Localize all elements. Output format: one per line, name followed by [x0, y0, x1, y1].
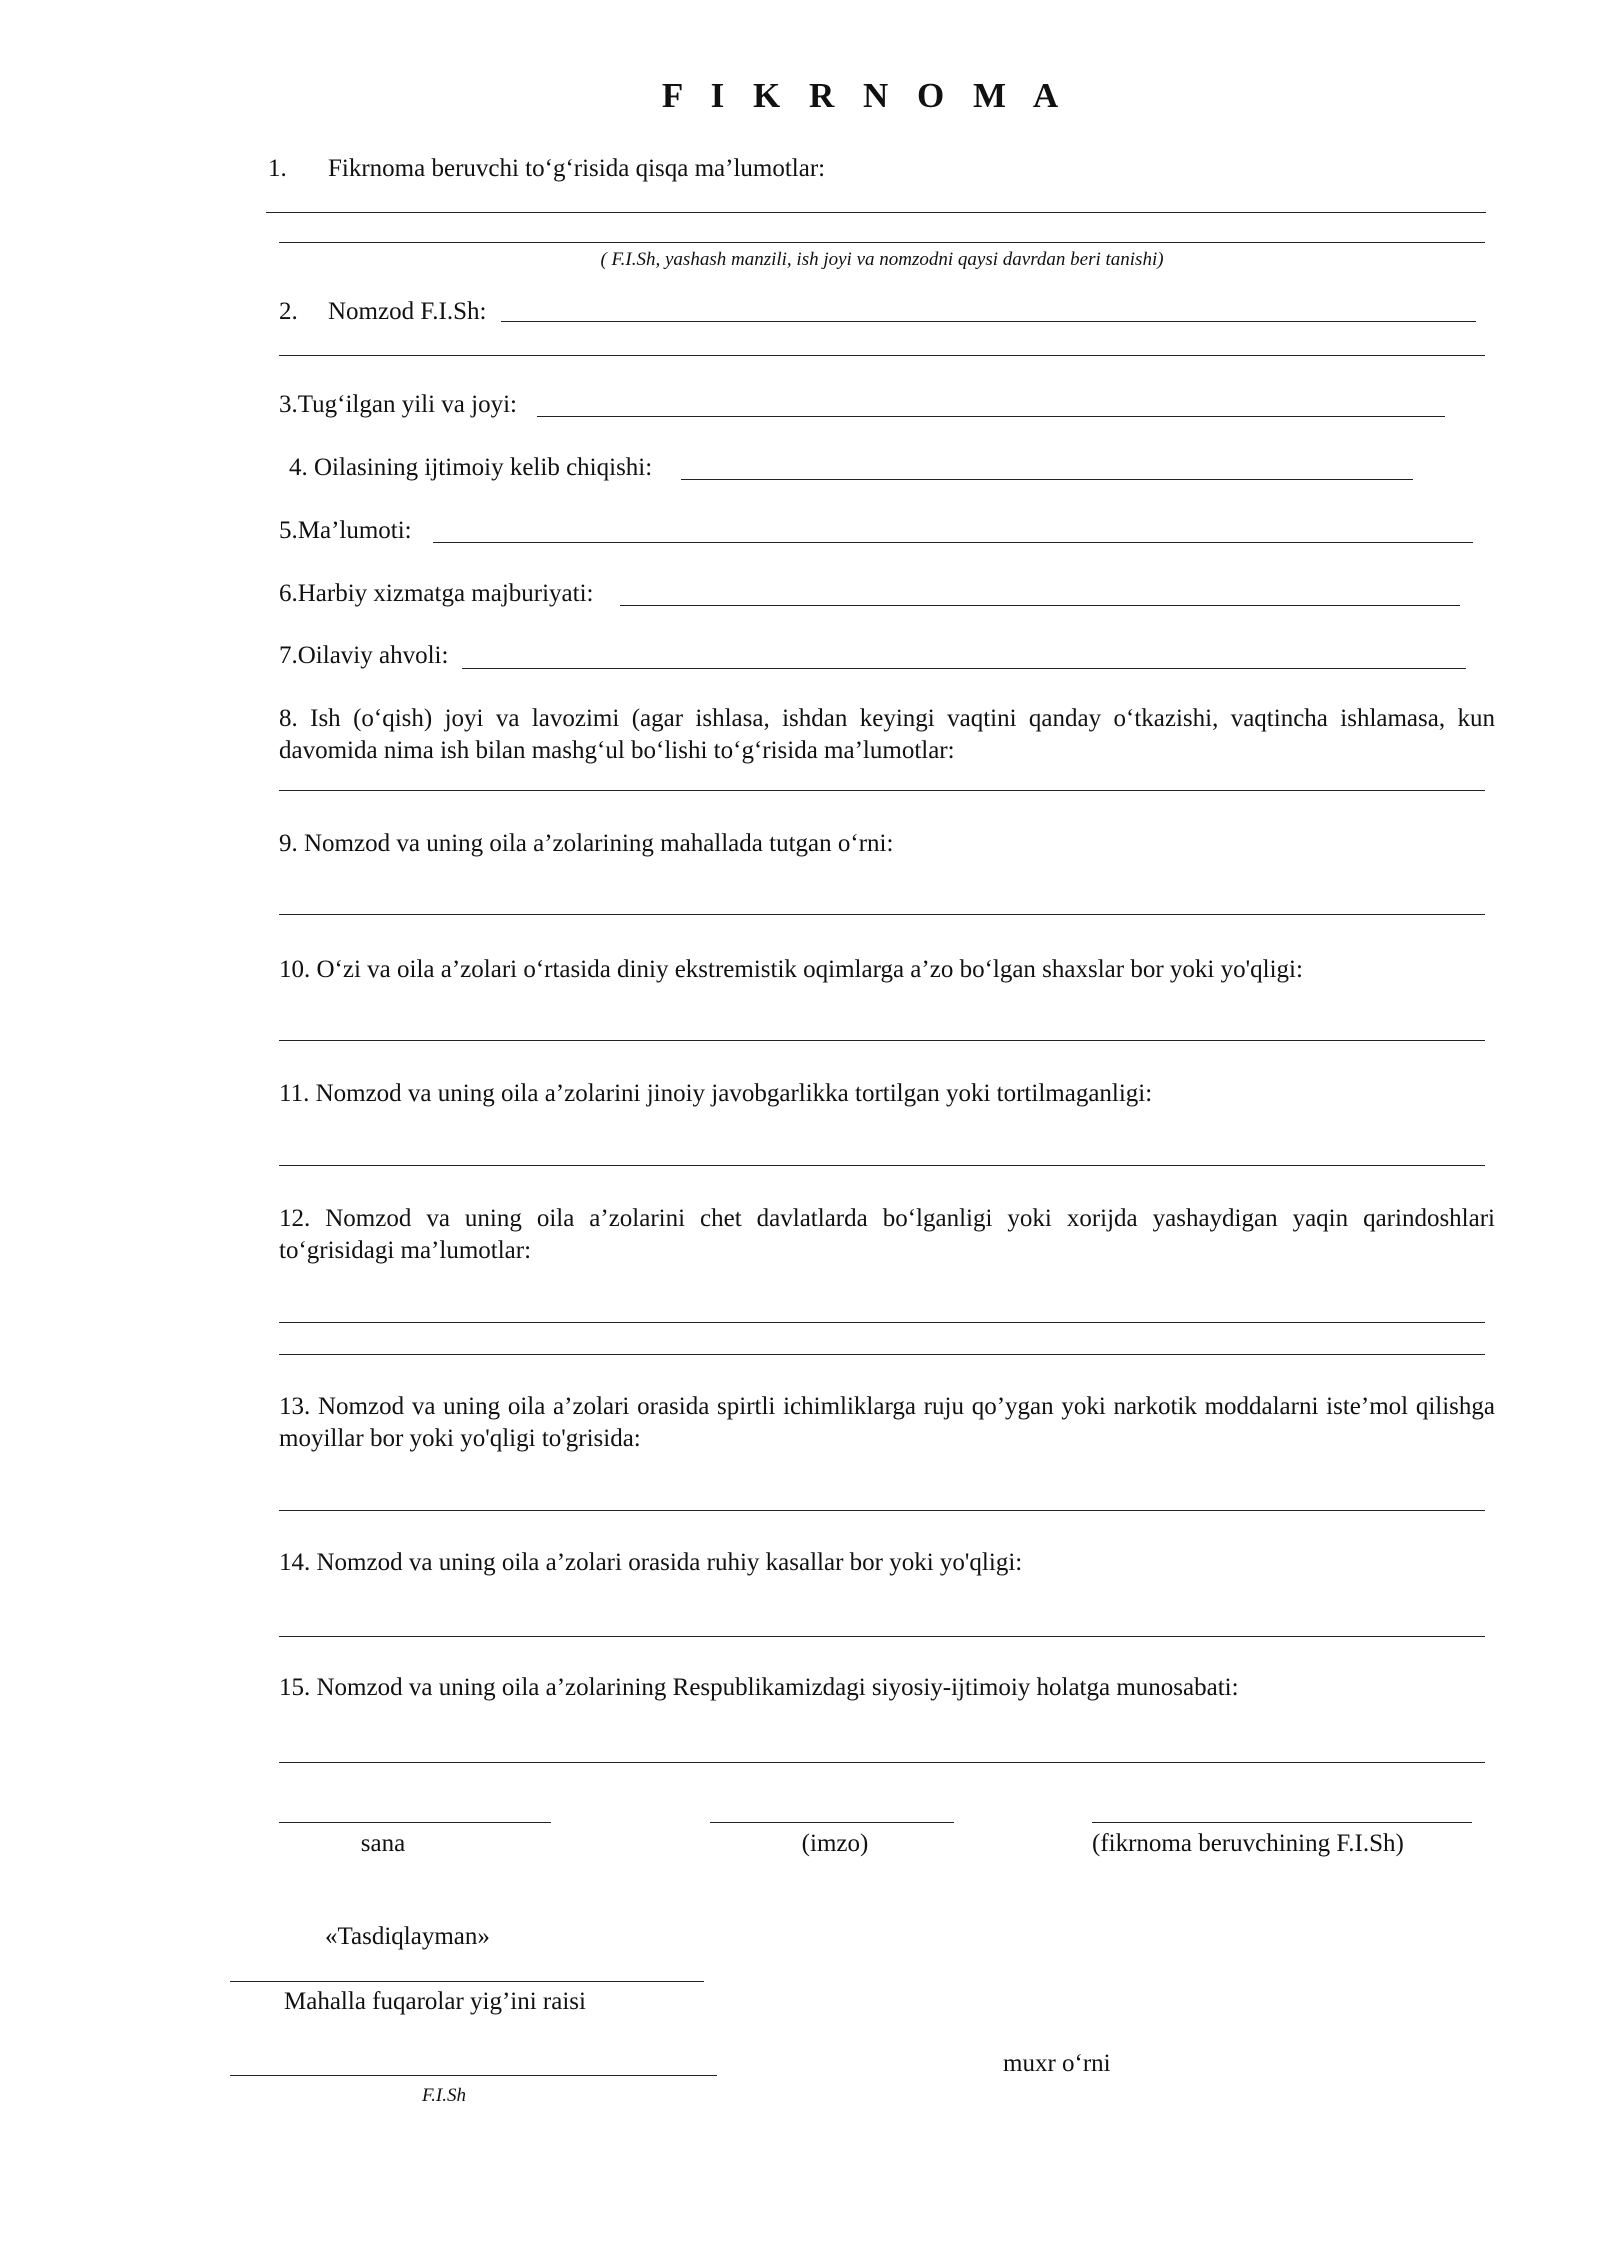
signature-line[interactable] — [710, 1822, 954, 1823]
item-1-number: 1. — [268, 155, 287, 182]
item-12-line-1[interactable] — [279, 1322, 1485, 1323]
item-14-line[interactable] — [279, 1636, 1485, 1637]
item-7-line[interactable] — [462, 668, 1466, 669]
item-15-line[interactable] — [279, 1762, 1485, 1763]
approval-line-1[interactable] — [230, 1981, 704, 1982]
item-2-line-2[interactable] — [279, 355, 1485, 356]
item-13-label: 13. Nomzod va uning oila a’zolari orasida spirtli ichimliklarga ruju qo’ygan yoki narkotik moddalarni iste’mol qilishga moyillar bor yoki yo'qligi to'grisida: — [279, 1393, 1495, 1452]
approval-fish-caption: F.I.Sh — [422, 2085, 466, 2106]
item-12-line-2[interactable] — [279, 1354, 1485, 1355]
item-5-label: 5.Ma’lumoti: — [279, 517, 412, 544]
item-2-line-1[interactable] — [501, 321, 1476, 322]
item-1-line-1[interactable] — [266, 212, 1486, 213]
item-1-line-2[interactable] — [279, 242, 1485, 243]
date-line[interactable] — [279, 1822, 551, 1823]
item-12-label: 12. Nomzod va uning oila a’zolarini chet davlatlarda bo‘lganligi yoki xorijda yashaydigan yaqin qarindoshlari to‘grisidagi ma’lumotlar: — [279, 1205, 1495, 1264]
item-15-label: 15. Nomzod va uning oila a’zolarining Respublikamizdagi siyosiy-ijtimoiy holatga munosabati: — [279, 1674, 1239, 1701]
signer-name-label: (fikrnoma beruvchining F.I.Sh) — [1092, 1830, 1404, 1857]
item-13-line[interactable] — [279, 1510, 1485, 1511]
approval-name-line[interactable] — [230, 2075, 717, 2076]
seal-place-label: muxr o‘rni — [1003, 2050, 1111, 2077]
approval-position: Mahalla fuqarolar yig’ini raisi — [284, 1988, 586, 2015]
item-14-label: 14. Nomzod va uning oila a’zolari orasida ruhiy kasallar bor yoki yo'qligi: — [279, 1549, 1023, 1576]
item-10-label: 10. O‘zi va oila a’zolari o‘rtasida diniy ekstremistik oqimlarga a’zo bo‘lgan shaxslar bor yoki yo'qligi: — [279, 956, 1303, 983]
signature-label: (imzo) — [801, 1830, 869, 1857]
item-6-label: 6.Harbiy xizmatga majburiyati: — [279, 580, 594, 607]
item-3-label: 3.Tug‘ilgan yili va joyi: — [279, 391, 517, 418]
item-11-label: 11. Nomzod va uning oila a’zolarini jinoiy javobgarlikka tortilgan yoki tortilmaganligi: — [279, 1080, 1153, 1107]
item-2-label: Nomzod F.I.Sh: — [328, 298, 487, 325]
document-title: F I K R N O M A — [661, 76, 1069, 115]
item-5-line[interactable] — [433, 542, 1473, 543]
item-4-line[interactable] — [681, 479, 1413, 480]
item-1-caption: ( F.I.Sh, yashash manzili, ish joyi va nomzodni qaysi davrdan beri tanishi) — [600, 249, 1164, 270]
item-9-line[interactable] — [279, 914, 1485, 915]
item-3-line[interactable] — [537, 416, 1445, 417]
item-4-label: 4. Oilasining ijtimoiy kelib chiqishi: — [289, 454, 653, 481]
item-10-line[interactable] — [279, 1040, 1485, 1041]
item-11-line[interactable] — [279, 1165, 1485, 1166]
item-9-label: 9. Nomzod va uning oila a’zolarining mahallada tutgan o‘rni: — [279, 830, 894, 857]
item-8-line[interactable] — [279, 790, 1485, 791]
item-7-label: 7.Oilaviy ahvoli: — [279, 642, 449, 669]
item-8-label: 8. Ish (o‘qish) joyi va lavozimi (agar ishlasa, ishdan keyingi vaqtini qanday o‘tkazishi, vaqtincha ishlamasa, kun davomida nima ish bilan mashg‘ul bo‘lishi to‘g‘risida ma’lumotlar: — [279, 705, 1495, 764]
item-2-number: 2. — [279, 298, 298, 325]
approval-title: «Tasdiqlayman» — [325, 1923, 490, 1950]
date-label: sana — [360, 1830, 406, 1857]
signer-name-line[interactable] — [1092, 1822, 1472, 1823]
item-1-label: Fikrnoma beruvchi to‘g‘risida qisqa ma’lumotlar: — [328, 155, 826, 182]
item-6-line[interactable] — [620, 605, 1460, 606]
